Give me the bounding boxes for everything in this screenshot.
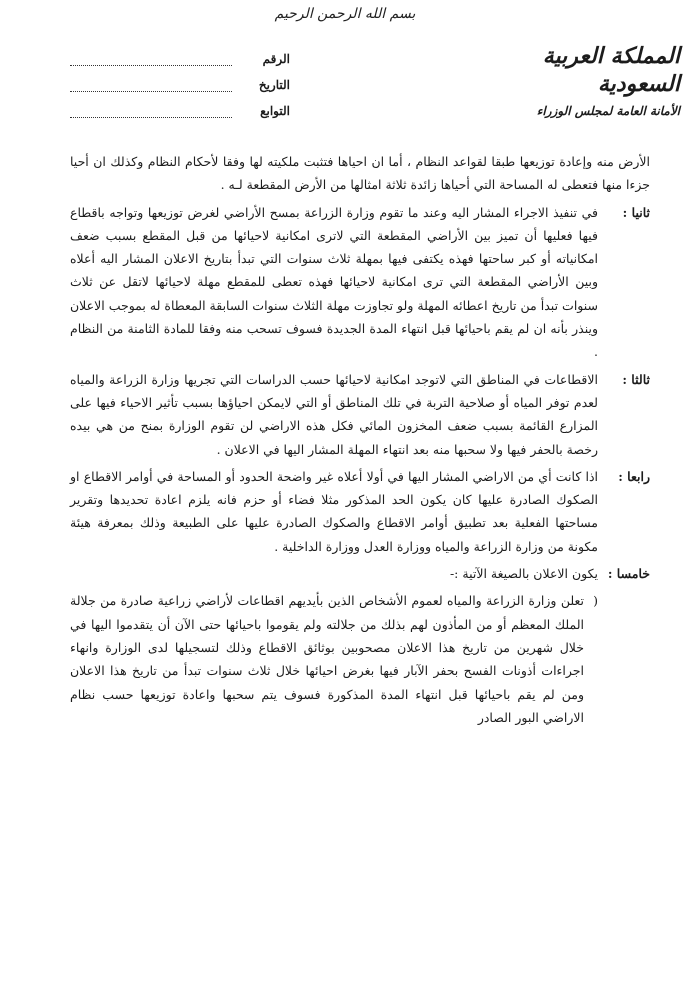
field-date <box>70 66 290 92</box>
announcement-quote <box>70 589 598 729</box>
section-heading: رابعا : <box>618 468 650 484</box>
section-fourth <box>70 465 650 558</box>
logo-line-1: المملكة العربية السعودية <box>542 43 680 97</box>
section-text: في تنفيذ الاجراء المشار اليه وعند ما تقوم وزارة الزراعة بمسح الأراضي لغرض توزيعها وتواجه باقطاع فيها فعليها أن تميز بين الأراضي المقطعة التي لاترى امكانية لاحيائها من قبل المقطع بسبب ضعف امكانياته أو كبر ساحتها فهذه يكتفى فيها بمهلة ثلاث سنوات التي تبدأ بتاريخ الاعلان المشار اليه أعلاه وبين الأراضي المقطعة التي ترى امكانية لاحيائها فهذه تعطى للمقطع مهلة لاحيائها لاتقل عن ثلاث سنوات تبدأ من تاريخ اعطائه المهلة ولو تجاوزت مهلة الثلاث سنوات السابقة المعطاة له بموجب الاعلان وينذر بأنه ان لم يقم باحيائها قبل انتهاء المدة الجديدة فسوف تسحب منه وفقا للمادة الثامنة من النظام . <box>70 204 598 360</box>
field-attachments <box>70 92 290 118</box>
section-text: يكون الاعلان بالصيغة الآتية :- <box>449 566 598 582</box>
section-heading: ثانيا : <box>622 204 650 220</box>
field-label: الرقم <box>262 52 290 66</box>
letterhead-logo <box>480 42 680 118</box>
intro-paragraph <box>70 150 650 197</box>
field-blank <box>70 77 232 92</box>
section-text: الاقطاعات في المناطق التي لاتوجد امكانية لاحيائها حسب الدراسات التي تجريها وزارة الزراعة والمياه لعدم توفر المياه أو صلاحية التربة في تلك المناطق أو التي لايمكن احياؤها بسبب تأثير الاحياء فيها على المزارع القائمة بسبب ضعف المخزون المائي فكل هذه الاراضي لن تقوم الوزارة بمنح من هي بيده رخصة بالحفر فيها ولا سحبها منه بعد انتهاء المهلة المشار اليها في الاعلان . <box>70 371 598 457</box>
reference-fields <box>70 40 290 118</box>
section-text: اذا كانت أي من الاراضي المشار اليها في أولا أعلاه غير واضحة الحدود أو المساحة في أوامر الاقطاع او الصكوك الصادرة عليها كان يكون الحد المذكور مثلا فضاء أو حزم فانه يلزم اعادة تحديدها وتقرير مساحتها الفعلية بعد تطبيق أوامر الاقطاع والصكوك الصادرة عليها على الطبيعة وذلك بمعرفة هيئة مكونة من وزارة الزراعة والمياه ووزارة العدل ووزارة الداخلية . <box>70 468 598 554</box>
announcement-indent <box>598 589 650 729</box>
section-heading: ثالثا : <box>622 371 650 387</box>
field-label: التوابع <box>260 104 290 118</box>
section-fifth <box>70 562 650 585</box>
field-blank <box>70 103 232 118</box>
field-label: التاريخ <box>258 78 290 92</box>
logo-line-2: الأمانة العامة لمجلس الوزراء <box>536 104 680 118</box>
intro-text: الأرض منه وإعادة توزيعها طبقا لقواعد النظام ، أما ان احياها فتثبت ملكيته لها وفقا لأحكام النظام وكذلك ان أحيا جزءا منها فتعطى له المساحة التي أحياها زائدة ثلاثة امثالها من الأرض المقطعة لـه . <box>70 154 650 193</box>
announcement-text: تعلن وزارة الزراعة والمياه لعموم الأشخاص الذين بأيديهم اقطاعات لأراضي زراعية صادرة من جلالة الملك المعظم أو من المأذون لهم بذلك من جلالته ولم يقوموا باحيائها حتى الآن أن يتقدموا اليها في خلال شهرين من تاريخ هذا الاعلان مصحوبين بوثائق الاقطاع وذلك لتسجيلها لدى الوزارة وانهاء اجراءات أذونات الفسح بحفر الآبار فيها بغرض احيائها خلال ثلاث سنوات تبدأ من تاريخ هذا الاعلان ومن لم يقم باحيائها قبل انتهاء المدة المذكورة فسوف يتم سحبها واعادة توزيعها حسب نظام الاراضي البور الصادر <box>70 593 584 725</box>
basmala-heading: بسم الله الرحمن الرحيم <box>274 6 416 22</box>
field-number <box>70 40 290 66</box>
section-heading: خامسا : <box>607 566 650 582</box>
section-second <box>70 201 650 364</box>
section-third <box>70 368 650 461</box>
document-body <box>70 150 650 733</box>
announcement-block <box>70 589 650 729</box>
open-parenthesis: ( <box>593 593 598 609</box>
field-blank <box>70 51 232 66</box>
